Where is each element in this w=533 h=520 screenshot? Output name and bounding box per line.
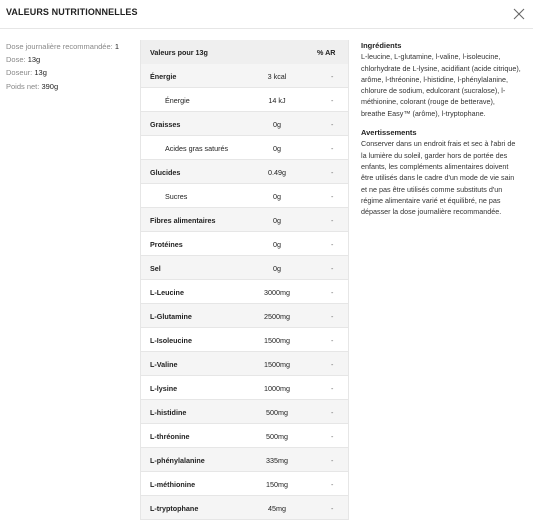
nutrient-ar: - — [331, 336, 334, 345]
nutrient-quantity: 45mg — [268, 504, 286, 513]
table-row — [141, 472, 348, 496]
nutrient-quantity: 0g — [273, 120, 281, 129]
warnings-title: Avertissements — [361, 128, 417, 138]
nutrient-quantity: 500mg — [266, 432, 288, 441]
nutrient-name: L-Valine — [150, 360, 178, 369]
nutrient-quantity: 0.49g — [268, 168, 286, 177]
summary-row — [6, 40, 119, 53]
nutrient-quantity: 3000mg — [264, 288, 290, 297]
modal-header — [0, 0, 533, 29]
summary-label: Poids net: — [6, 81, 40, 91]
dose-summary — [6, 40, 119, 93]
nutrient-quantity: 0g — [273, 144, 281, 153]
nutrient-name: Glucides — [150, 168, 181, 177]
summary-row — [6, 53, 119, 66]
ingredients-title: Ingrédients — [361, 41, 402, 50]
nutrient-ar: - — [331, 264, 334, 273]
nutrient-ar: - — [331, 456, 334, 465]
nutrient-name: Protéines — [150, 240, 183, 249]
nutrient-ar: - — [331, 216, 334, 225]
nutrient-quantity: 150mg — [266, 480, 288, 489]
table-row — [141, 400, 348, 424]
nutrient-ar: - — [331, 480, 334, 489]
column-header-name: Valeurs pour 13g — [150, 48, 208, 57]
nutrient-name: Acides gras saturés — [165, 144, 229, 153]
nutrient-quantity: 3 kcal — [267, 72, 287, 81]
nutrient-name: Énergie — [150, 72, 177, 81]
nutrient-ar: - — [331, 312, 334, 321]
nutrient-name: L-tryptophane — [150, 504, 199, 513]
nutrient-quantity: 335mg — [266, 456, 288, 465]
summary-label: Dose journalière recommandée: — [6, 42, 113, 51]
nutrient-ar: - — [331, 384, 334, 393]
nutrient-ar: - — [331, 240, 334, 249]
nutrient-ar: - — [331, 432, 334, 441]
nutrient-quantity: 500mg — [266, 408, 288, 417]
nutrient-quantity: 14 kJ — [268, 96, 286, 105]
nutrient-ar: - — [331, 504, 334, 513]
nutrient-ar: - — [331, 144, 334, 153]
table-row — [141, 352, 348, 376]
nutrient-quantity: 0g — [273, 240, 281, 249]
nutrient-quantity: 0g — [273, 192, 281, 201]
summary-value: 1 — [114, 42, 119, 51]
table-row — [141, 304, 348, 328]
nutrient-ar: - — [331, 72, 334, 81]
nutrient-name: L-Glutamine — [150, 312, 192, 321]
table-row — [141, 184, 348, 208]
table-row — [141, 280, 348, 304]
nutrient-name: Sucres — [165, 192, 188, 201]
table-row — [141, 208, 348, 232]
nutrient-name: L-Isoleucine — [150, 336, 192, 345]
nutrient-ar: - — [331, 408, 334, 417]
modal-title: VALEURS NUTRITIONNELLES — [6, 7, 138, 17]
nutrient-ar: - — [331, 168, 334, 177]
summary-value: 13g — [34, 68, 47, 78]
ingredients-text: L-leucine, L-glutamine, l-valine, l-isoleucine, chlorhydrate de L-lysine, acidifiant (acide citrique), arôme, l-thréonine, l-histidine, l-phénylalanine, chlorure de sodium, edulcorant (sucralose), l-méthionine, colorant (rouge de betterave), breathe Easy™ (arôme), l-tryptophane. — [361, 52, 521, 118]
nutrient-quantity: 2500mg — [264, 312, 290, 321]
table-row — [141, 424, 348, 448]
nutrient-name: Énergie — [165, 96, 190, 105]
nutrient-name: L-lysine — [150, 384, 178, 393]
nutrient-quantity: 1000mg — [264, 384, 290, 393]
table-row — [141, 112, 348, 136]
column-header-ar: % AR — [317, 48, 336, 57]
table-row — [141, 448, 348, 472]
table-row — [141, 88, 348, 112]
nutrient-name: Sel — [150, 264, 161, 273]
nutrient-ar: - — [331, 360, 334, 369]
nutrient-ar: - — [331, 120, 334, 129]
table-body — [141, 64, 348, 520]
nutrient-name: L-thréonine — [150, 432, 190, 441]
summary-label: Dose: — [6, 55, 26, 65]
table-row — [141, 64, 348, 88]
nutrient-ar: - — [331, 192, 334, 201]
close-icon[interactable] — [513, 7, 525, 19]
nutrient-ar: - — [331, 288, 334, 297]
nutrient-quantity: 0g — [273, 264, 281, 273]
table-row — [141, 232, 348, 256]
summary-row — [6, 80, 119, 93]
nutrient-name: L-phénylalanine — [150, 456, 205, 465]
nutrient-ar: - — [331, 96, 334, 105]
info-panel — [361, 40, 521, 217]
warnings-text: Conserver dans un endroit frais et sec à l'abri de la lumière du soleil, garder hors de portée des enfants, les compléments alimentaires doivent être utilisés dans le cadre d'un mode de vie sain et ne pas être utilisés comme substituts d'un régime alimentaire varié et équilibré, ne pas dépasser la dose journalière recommandée. — [361, 139, 516, 217]
nutrient-name: Graisses — [150, 120, 181, 129]
table-row — [141, 136, 348, 160]
summary-row — [6, 66, 119, 79]
summary-label: Doseur: — [6, 68, 33, 78]
table-row — [141, 496, 348, 520]
table-row — [141, 160, 348, 184]
nutrient-quantity: 0g — [273, 216, 281, 225]
table-row — [141, 376, 348, 400]
nutrient-name: L-méthionine — [150, 480, 196, 489]
nutrition-table — [140, 40, 349, 520]
summary-value: 13g — [27, 55, 41, 65]
nutrient-name: Fibres alimentaires — [150, 216, 216, 225]
table-row — [141, 256, 348, 280]
nutrient-quantity: 1500mg — [264, 336, 290, 345]
table-row — [141, 328, 348, 352]
nutrient-name: L-histidine — [150, 408, 187, 417]
nutrient-name: L-Leucine — [150, 288, 184, 297]
summary-value: 390g — [41, 81, 59, 91]
nutrient-quantity: 1500mg — [264, 360, 290, 369]
table-header — [141, 40, 348, 64]
